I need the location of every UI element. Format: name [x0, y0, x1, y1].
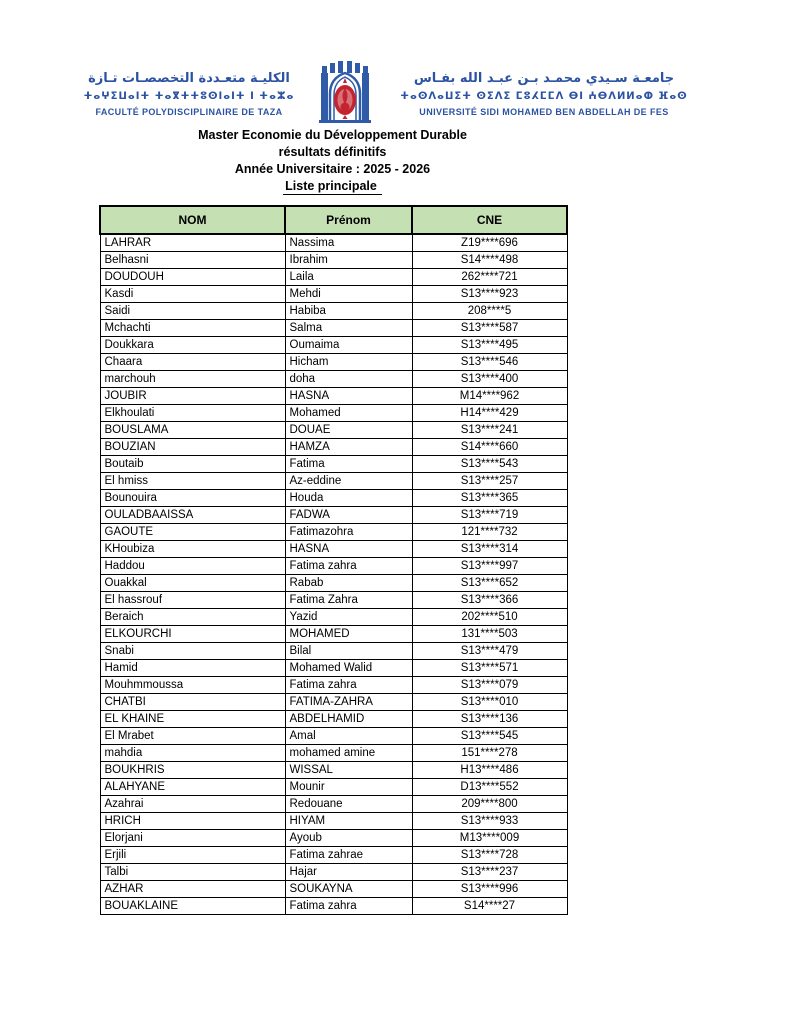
list-type-line: [99, 178, 566, 195]
cell-nom: Boutaib: [100, 456, 285, 473]
table-row: [100, 558, 567, 575]
cell-cne: 131****503: [412, 626, 567, 643]
university-name-latin: UNIVERSITÉ SIDI MOHAMED BEN ABDELLAH DE FES: [419, 107, 669, 117]
cell-cne: H14****429: [412, 405, 567, 422]
cell-cne: S13****079: [412, 677, 567, 694]
header-row: [100, 206, 567, 234]
cell-nom: Snabi: [100, 643, 285, 660]
cell-prenom: Amal: [285, 728, 412, 745]
cell-cne: M13****009: [412, 830, 567, 847]
results-subtitle: résultats définitifs: [278, 145, 387, 159]
results-table: [99, 205, 568, 915]
cell-nom: Mouhmmoussa: [100, 677, 285, 694]
cell-nom: AZHAR: [100, 881, 285, 898]
cell-cne: S13****728: [412, 847, 567, 864]
cell-nom: DOUDOUH: [100, 269, 285, 286]
cell-nom: marchouh: [100, 371, 285, 388]
cell-cne: S13****996: [412, 881, 567, 898]
cell-prenom: Fatima zahrae: [285, 847, 412, 864]
university-logo-icon: [313, 58, 377, 130]
table-row: [100, 269, 567, 286]
table-row: [100, 881, 567, 898]
faculty-name-arabic: الكليـة متعـددة التخصصـات تـازة: [88, 71, 290, 86]
cell-cne: M14****962: [412, 388, 567, 405]
table-row: [100, 490, 567, 507]
cell-nom: ELKOURCHI: [100, 626, 285, 643]
cell-cne: S13****545: [412, 728, 567, 745]
results-table-body: [100, 234, 567, 915]
document-titles: [99, 127, 566, 195]
table-row: [100, 847, 567, 864]
cell-prenom: Fatima: [285, 456, 412, 473]
cell-prenom: HASNA: [285, 541, 412, 558]
cell-prenom: Hajar: [285, 864, 412, 881]
cell-prenom: Redouane: [285, 796, 412, 813]
table-row: [100, 507, 567, 524]
cell-nom: Beraich: [100, 609, 285, 626]
cell-prenom: Laila: [285, 269, 412, 286]
cell-prenom: Houda: [285, 490, 412, 507]
cell-nom: Chaara: [100, 354, 285, 371]
cell-nom: KHoubiza: [100, 541, 285, 558]
table-row: [100, 728, 567, 745]
academic-year-line: Année Universitaire : 2025 - 2026: [234, 162, 431, 176]
cell-prenom: Fatima zahra: [285, 898, 412, 915]
table-row: [100, 252, 567, 269]
cell-prenom: Az-eddine: [285, 473, 412, 490]
cell-prenom: Oumaima: [285, 337, 412, 354]
table-row: [100, 388, 567, 405]
cell-nom: Doukkara: [100, 337, 285, 354]
cell-nom: Azahrai: [100, 796, 285, 813]
cell-cne: S13****543: [412, 456, 567, 473]
cell-cne: 202****510: [412, 609, 567, 626]
cell-prenom: Fatimazohra: [285, 524, 412, 541]
cell-prenom: Ayoub: [285, 830, 412, 847]
cell-nom: LAHRAR: [100, 234, 285, 252]
cell-cne: S13****495: [412, 337, 567, 354]
cell-nom: Elorjani: [100, 830, 285, 847]
table-row: [100, 609, 567, 626]
table-row: [100, 592, 567, 609]
table-row: [100, 677, 567, 694]
cell-nom: HRICH: [100, 813, 285, 830]
cell-prenom: MOHAMED: [285, 626, 412, 643]
cell-nom: GAOUTE: [100, 524, 285, 541]
table-row: [100, 354, 567, 371]
table-row: [100, 405, 567, 422]
table-row: [100, 626, 567, 643]
university-name-tifinagh: ⵜⴰⵙⴷⴰⵡⵉⵜ ⵙⵉⴷⵉ ⵎⵓⵃⵎⵎⴷ ⴱⵏ ⵄⴱⴷⵍⵍⴰⵀ ⴼⴰⵙ: [400, 91, 688, 102]
cell-cne: S13****719: [412, 507, 567, 524]
table-row: [100, 711, 567, 728]
table-row: [100, 745, 567, 762]
cell-cne: S13****571: [412, 660, 567, 677]
cell-nom: Mchachti: [100, 320, 285, 337]
cell-prenom: FATIMA-ZAHRA: [285, 694, 412, 711]
cell-prenom: Hicham: [285, 354, 412, 371]
cell-cne: 151****278: [412, 745, 567, 762]
cell-nom: Talbi: [100, 864, 285, 881]
table-row: [100, 813, 567, 830]
cell-nom: Haddou: [100, 558, 285, 575]
cell-cne: S13****314: [412, 541, 567, 558]
cell-cne: S13****136: [412, 711, 567, 728]
list-type-label: Liste principale: [283, 179, 382, 195]
cell-cne: 262****721: [412, 269, 567, 286]
cell-cne: S13****546: [412, 354, 567, 371]
cell-prenom: Habiba: [285, 303, 412, 320]
cell-nom: OULADBAAISSA: [100, 507, 285, 524]
cell-cne: S14****27: [412, 898, 567, 915]
cell-nom: El Mrabet: [100, 728, 285, 745]
cell-cne: 121****732: [412, 524, 567, 541]
cell-nom: BOUSLAMA: [100, 422, 285, 439]
cell-nom: El hassrouf: [100, 592, 285, 609]
cell-nom: BOUKHRIS: [100, 762, 285, 779]
cell-cne: S14****498: [412, 252, 567, 269]
table-row: [100, 660, 567, 677]
cell-cne: S13****933: [412, 813, 567, 830]
table-row: [100, 337, 567, 354]
cell-prenom: Yazid: [285, 609, 412, 626]
cell-prenom: HAMZA: [285, 439, 412, 456]
cell-cne: Z19****696: [412, 234, 567, 252]
table-row: [100, 575, 567, 592]
cell-nom: mahdia: [100, 745, 285, 762]
university-block: [390, 71, 698, 117]
table-row: [100, 541, 567, 558]
cell-nom: ALAHYANE: [100, 779, 285, 796]
table-row: [100, 371, 567, 388]
cell-prenom: Mehdi: [285, 286, 412, 303]
cell-cne: S13****010: [412, 694, 567, 711]
table-row: [100, 422, 567, 439]
cell-prenom: Bilal: [285, 643, 412, 660]
cell-nom: El hmiss: [100, 473, 285, 490]
faculty-block: [78, 71, 300, 117]
cell-prenom: mohamed amine: [285, 745, 412, 762]
cell-cne: S13****257: [412, 473, 567, 490]
cell-cne: S14****660: [412, 439, 567, 456]
table-row: [100, 524, 567, 541]
table-row: [100, 473, 567, 490]
cell-prenom: SOUKAYNA: [285, 881, 412, 898]
cell-nom: Hamid: [100, 660, 285, 677]
cell-nom: Kasdi: [100, 286, 285, 303]
cell-cne: S13****587: [412, 320, 567, 337]
cell-prenom: Fatima zahra: [285, 558, 412, 575]
table-row: [100, 303, 567, 320]
cell-prenom: FADWA: [285, 507, 412, 524]
cell-nom: Belhasni: [100, 252, 285, 269]
cell-cne: S13****400: [412, 371, 567, 388]
cell-prenom: Mohamed: [285, 405, 412, 422]
table-row: [100, 864, 567, 881]
cell-cne: S13****237: [412, 864, 567, 881]
cell-prenom: WISSAL: [285, 762, 412, 779]
cell-nom: JOUBIR: [100, 388, 285, 405]
cell-cne: S13****366: [412, 592, 567, 609]
table-row: [100, 439, 567, 456]
cell-prenom: Ibrahim: [285, 252, 412, 269]
header-cne: CNE: [412, 206, 567, 234]
table-row: [100, 320, 567, 337]
cell-prenom: Fatima zahra: [285, 677, 412, 694]
cell-prenom: doha: [285, 371, 412, 388]
cell-cne: 209****800: [412, 796, 567, 813]
cell-cne: H13****486: [412, 762, 567, 779]
table-row: [100, 643, 567, 660]
cell-prenom: Mohamed Walid: [285, 660, 412, 677]
cell-prenom: HIYAM: [285, 813, 412, 830]
table-row: [100, 286, 567, 303]
results-table-header: [100, 206, 567, 234]
cell-nom: Saidi: [100, 303, 285, 320]
cell-cne: S13****365: [412, 490, 567, 507]
cell-prenom: Fatima Zahra: [285, 592, 412, 609]
cell-nom: BOUAKLAINE: [100, 898, 285, 915]
cell-nom: Erjili: [100, 847, 285, 864]
table-row: [100, 898, 567, 915]
header-nom: NOM: [100, 206, 285, 234]
faculty-name-latin: FACULTÉ POLYDISCIPLINAIRE DE TAZA: [95, 107, 283, 117]
university-name-arabic: جامعـة سـيدي محمـد بـن عبـد الله بفـاس: [413, 71, 675, 86]
table-row: [100, 762, 567, 779]
cell-cne: S13****997: [412, 558, 567, 575]
table-row: [100, 456, 567, 473]
cell-cne: 208****5: [412, 303, 567, 320]
cell-nom: CHATBI: [100, 694, 285, 711]
table-row: [100, 234, 567, 252]
cell-nom: Elkhoulati: [100, 405, 285, 422]
letterhead: [78, 58, 698, 130]
table-row: [100, 796, 567, 813]
cell-prenom: ABDELHAMID: [285, 711, 412, 728]
table-row: [100, 694, 567, 711]
cell-prenom: Mounir: [285, 779, 412, 796]
cell-prenom: HASNA: [285, 388, 412, 405]
faculty-name-tifinagh: ⵜⴰⵖⵉⵡⴰⵏⵜ ⵜⴰⴳⵜⵜⵓⵙⵏⴰⵏⵜ ⵏ ⵜⴰⵣⴰ: [83, 91, 295, 102]
cell-prenom: Salma: [285, 320, 412, 337]
cell-cne: D13****552: [412, 779, 567, 796]
cell-nom: Ouakkal: [100, 575, 285, 592]
cell-cne: S13****652: [412, 575, 567, 592]
cell-nom: EL KHAINE: [100, 711, 285, 728]
cell-nom: Bounouira: [100, 490, 285, 507]
master-title: Master Economie du Développement Durable: [198, 128, 467, 142]
cell-cne: S13****241: [412, 422, 567, 439]
cell-nom: BOUZIAN: [100, 439, 285, 456]
header-prenom: Prénom: [285, 206, 412, 234]
cell-prenom: Nassima: [285, 234, 412, 252]
table-row: [100, 830, 567, 847]
cell-cne: S13****923: [412, 286, 567, 303]
cell-prenom: Rabab: [285, 575, 412, 592]
table-row: [100, 779, 567, 796]
cell-prenom: DOUAE: [285, 422, 412, 439]
cell-cne: S13****479: [412, 643, 567, 660]
